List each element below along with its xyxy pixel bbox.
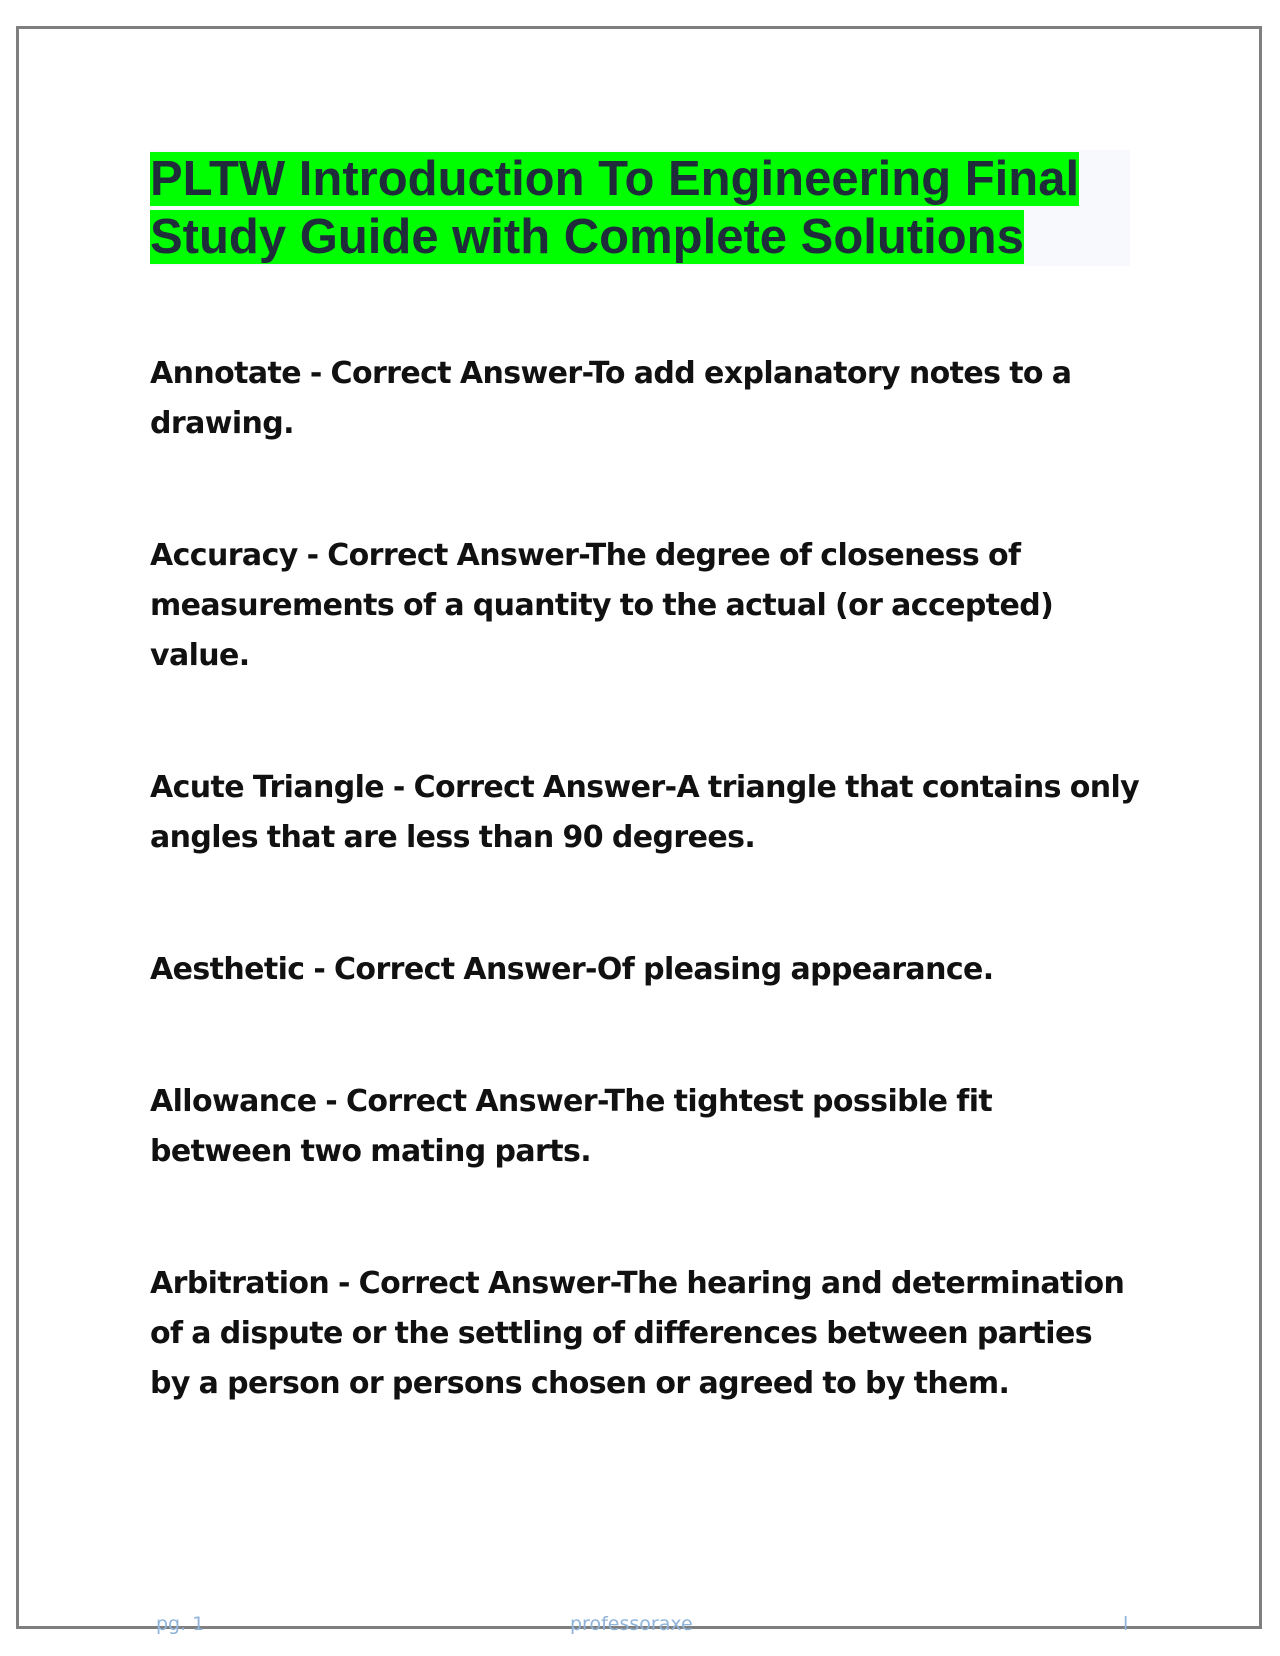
page-title (150, 150, 1130, 266)
definition-accuracy: Accuracy - Correct Answer-The degree of closeness of measurements of a quantity to the actual (or accepted) value. (150, 538, 1054, 673)
definition-annotate: Annotate - Correct Answer-To add explanatory notes to a drawing. (150, 356, 1072, 441)
definition-acute-triangle: Acute Triangle - Correct Answer-A triangle that contains only angles that are less than 90 degrees. (150, 770, 1140, 855)
title-line-1: PLTW Introduction To Engineering Final (150, 152, 1080, 206)
definition-arbitration: Arbitration - Correct Answer-The hearing and determination of a dispute or the settling of differences between parties by a person or persons chosen or agreed to by them. (150, 1266, 1125, 1401)
definition-aesthetic: Aesthetic - Correct Answer-Of pleasing appearance. (150, 952, 994, 987)
page-footer (0, 1613, 1280, 1643)
page-number: pg. 1 (156, 1613, 205, 1635)
title-line-2: Study Guide with Complete Solutions (150, 210, 1024, 264)
footer-mark: l (1123, 1613, 1129, 1635)
definition-allowance: Allowance - Correct Answer-The tightest possible fit between two mating parts. (150, 1084, 993, 1169)
footer-author: professoraxe (570, 1613, 693, 1635)
definition-list (150, 349, 1140, 1491)
